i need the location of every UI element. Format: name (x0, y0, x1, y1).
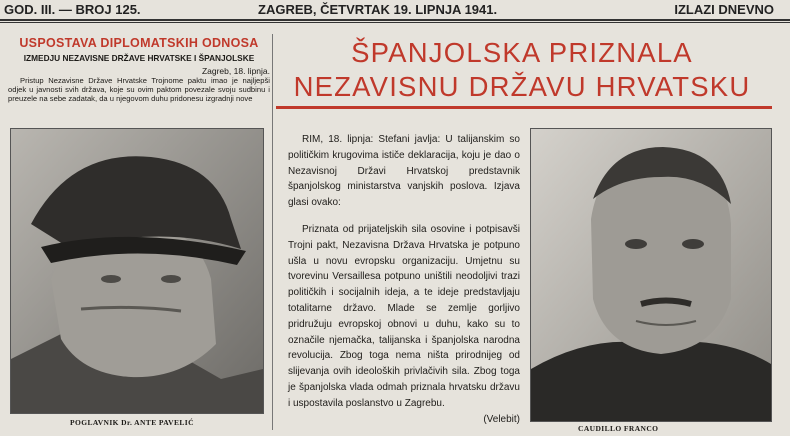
masthead-rule-thin (0, 22, 790, 23)
article-paragraph-1: RIM, 18. lipnja: Stefani javlja: U talijanskim so političkim krugovima ističe deklaracija, koju je dao o Nezavisnoj Državi Hrvatskoj predstavnik španjolskog ministarstva vanjskih poslova. Izjava glasi ovako: (288, 134, 520, 209)
masthead (0, 0, 790, 20)
article-paragraph-2: Priznata od prijateljskih sila osovine i potpisavši Trojni pakt, Nezavisna Država Hrvatska je potpuno ušla u novu evropsku organizaciju. Umjetnu su tvorevinu Versaillesa potpuno uništili neodoljivi trazi političkih i socijalnih ideja, a te ideje predstavljaju totalitarne državo. Mlade se zemlje gorljivo pridružuju evropskoj obnovi u duhu, kako su to označile njemačka, talijanska i španjolska narodna revolucija. Zbog toga nema ništa prirodnijeg od slijevanja ovih ideoloških privlačivih sila. Zbog toga je španjolska vlada odmah priznala hrvatsku državu i uspostavila poslanstvo u Zagrebu. (288, 223, 520, 409)
left-column (8, 36, 270, 104)
left-subsubhead: IZMEDJU NEZAVISNE DRŽAVE HRVATSKE I ŠPANJOLSKE (23, 53, 255, 63)
franco-photo (530, 128, 772, 422)
main-article (288, 132, 520, 427)
headline-line-2: NEZAVISNU DRŽAVU HRVATSKU (293, 71, 751, 102)
masthead-rule (0, 19, 790, 21)
issue-number: GOD. III. — BROJ 125. (4, 2, 141, 17)
pavelic-caption: POGLAVNIK Dr. ANTE PAVELIĆ (70, 418, 194, 427)
pavelic-photo (10, 128, 264, 414)
franco-portrait-illustration (531, 129, 771, 421)
masthead-dateline: ZAGREB, ČETVRTAK 19. LIPNJA 1941. (258, 2, 498, 17)
franco-caption: CAUDILLO FRANCO (578, 424, 659, 433)
publication-frequency: IZLAZI DNEVNO (674, 2, 774, 17)
left-subhead: USPOSTAVA DIPLOMATSKIH ODNOSA (19, 36, 259, 50)
left-dateline: Zagreb, 18. lipnja. (201, 66, 270, 76)
article-source: (Velebit) (483, 413, 520, 425)
headline-line-1: ŠPANJOLSKA PRIZNALA (351, 37, 693, 68)
headline-underline (276, 106, 772, 109)
main-headline (272, 36, 772, 104)
left-article-body: Pristup Nezavisne Države Hrvatske Trojnome paktu imao je najljepši odjek u javnosti svih država, koje su ovim paktom povezale svoju sudbinu i preuzele na sebe zadatak, da u njegovom duhu pridonesu izgradnji nove (8, 76, 270, 104)
pavelic-portrait-illustration (11, 129, 263, 413)
